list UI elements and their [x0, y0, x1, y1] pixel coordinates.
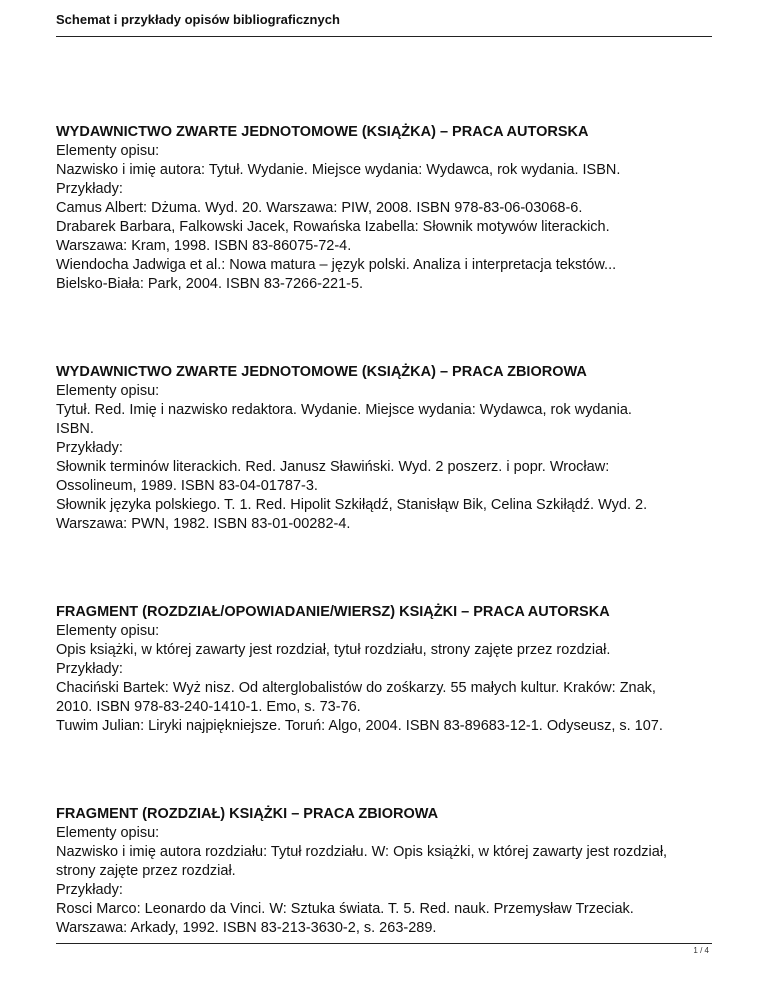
- section-book-single-author: [56, 123, 726, 294]
- example-line: Warszawa: Kram, 1998. ISBN 83-86075-72-4.: [56, 238, 352, 254]
- examples-label: Przykłady:: [56, 882, 123, 898]
- examples-label: Przykłady:: [56, 661, 123, 677]
- example-line: Warszawa: PWN, 1982. ISBN 83-01-00282-4.: [56, 516, 351, 532]
- elements-label: Elementy opisu:: [56, 383, 160, 399]
- example-line: Słownik terminów literackich. Red. Janusz Sławiński. Wyd. 2 poszerz. i popr. Wrocław:: [56, 459, 610, 475]
- document-body: [56, 123, 726, 938]
- elements-label: Elementy opisu:: [56, 623, 160, 639]
- example-line: Słownik języka polskiego. T. 1. Red. Hipolit Szkiłądź, Stanisłąw Bik, Celina Szkiłądź. Wyd. 2.: [56, 497, 648, 513]
- example-line: Camus Albert: Dżuma. Wyd. 20. Warszawa: PIW, 2008. ISBN 978-83-06-03068-6.: [56, 200, 583, 216]
- page-number: 1 / 4: [693, 946, 709, 955]
- section-book-collective: [56, 363, 726, 534]
- elements-line: Tytuł. Red. Imię i nazwisko redaktora. Wydanie. Miejsce wydania: Wydawca, rok wydania.: [56, 402, 632, 418]
- example-line: Rosci Marco: Leonardo da Vinci. W: Sztuka świata. T. 5. Red. nauk. Przemysław Trzeciak.: [56, 901, 634, 917]
- example-line: Warszawa: Arkady, 1992. ISBN 83-213-3630-2, s. 263-289.: [56, 920, 437, 936]
- example-line: Tuwim Julian: Liryki najpiękniejsze. Toruń: Algo, 2004. ISBN 83-89683-12-1. Odyseusz, s. 107.: [56, 718, 663, 734]
- header-divider: [56, 36, 712, 37]
- examples-label: Przykłady:: [56, 181, 123, 197]
- page-header-title: Schemat i przykłady opisów bibliograficznych: [56, 12, 340, 27]
- example-line: Ossolineum, 1989. ISBN 83-04-01787-3.: [56, 478, 318, 494]
- section-heading: WYDAWNICTWO ZWARTE JEDNOTOMOWE (KSIĄŻKA) – PRACA AUTORSKA: [56, 124, 589, 140]
- example-line: Drabarek Barbara, Falkowski Jacek, Rowańska Izabella: Słownik motywów literackich.: [56, 219, 610, 235]
- elements-line: Opis książki, w której zawarty jest rozdział, tytuł rozdziału, strony zajęte przez rozdział.: [56, 642, 611, 658]
- examples-label: Przykłady:: [56, 440, 123, 456]
- section-heading: FRAGMENT (ROZDZIAŁ) KSIĄŻKI – PRACA ZBIOROWA: [56, 806, 439, 822]
- elements-line: Nazwisko i imię autora: Tytuł. Wydanie. Miejsce wydania: Wydawca, rok wydania. ISBN.: [56, 162, 621, 178]
- example-line: Chaciński Bartek: Wyż nisz. Od alterglobalistów do zośkarzy. 55 małych kultur. Kraków: Znak,: [56, 680, 656, 696]
- example-line: Wiendocha Jadwiga et al.: Nowa matura – język polski. Analiza i interpretacja tekstów...: [56, 257, 617, 273]
- elements-line: Nazwisko i imię autora rozdziału: Tytuł rozdziału. W: Opis książki, w której zawarty jest rozdział,: [56, 844, 668, 860]
- example-line: 2010. ISBN 978-83-240-1410-1. Emo, s. 73-76.: [56, 699, 361, 715]
- elements-line: strony zajęte przez rozdział.: [56, 863, 236, 879]
- section-heading: FRAGMENT (ROZDZIAŁ/OPOWIADANIE/WIERSZ) KSIĄŻKI – PRACA AUTORSKA: [56, 604, 610, 620]
- section-heading: WYDAWNICTWO ZWARTE JEDNOTOMOWE (KSIĄŻKA) – PRACA ZBIOROWA: [56, 364, 587, 380]
- footer-divider: [56, 943, 712, 944]
- elements-line: ISBN.: [56, 421, 94, 437]
- elements-label: Elementy opisu:: [56, 143, 160, 159]
- section-fragment-single-author: [56, 603, 726, 736]
- section-fragment-collective: [56, 805, 726, 938]
- elements-label: Elementy opisu:: [56, 825, 160, 841]
- example-line: Bielsko-Biała: Park, 2004. ISBN 83-7266-221-5.: [56, 276, 364, 292]
